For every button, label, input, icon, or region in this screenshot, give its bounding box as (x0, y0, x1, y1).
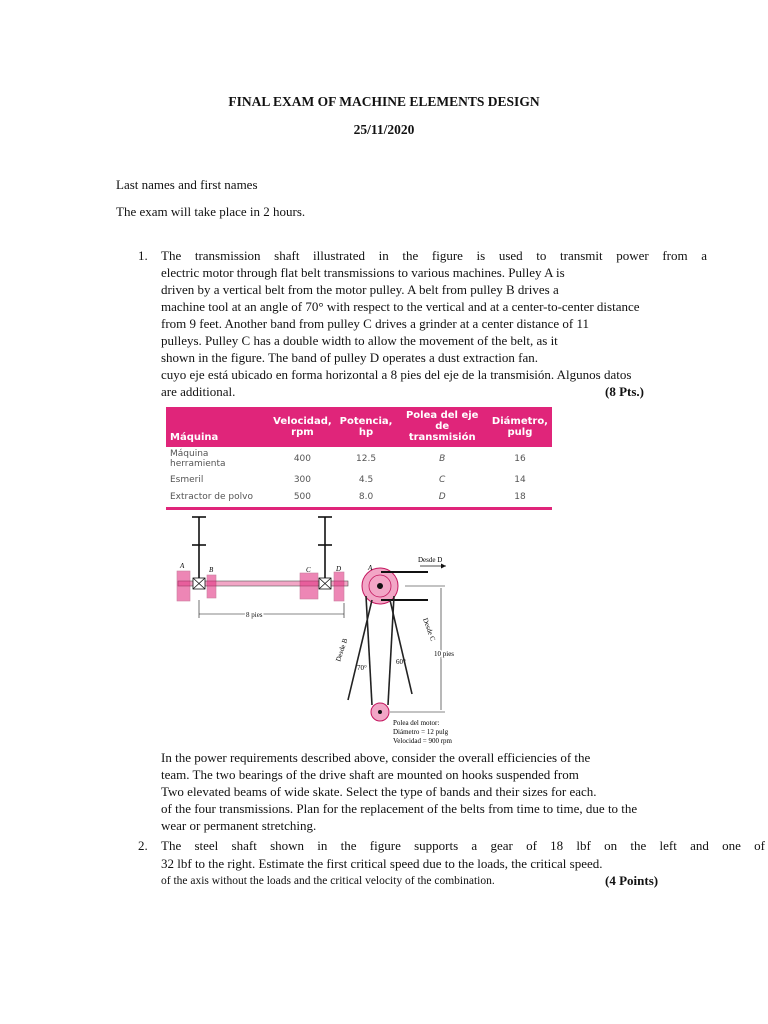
label-8-feet: 8 pies (246, 611, 263, 619)
table-cell: 300 (293, 474, 312, 485)
q1-line: are additional. (161, 384, 236, 399)
table-cell: Extractor de polvo (166, 488, 269, 509)
col-header-maquina: Máquina (170, 432, 219, 443)
exam-title: FINAL EXAM OF MACHINE ELEMENTS DESIGN (228, 94, 540, 109)
label-angle-70: 70° (357, 664, 367, 672)
label-desde-d: Desde D (418, 556, 443, 564)
table-cell: 4.5 (358, 474, 374, 485)
table-cell: 8.0 (336, 488, 397, 509)
col-header-diametro: Diámetro, pulg (491, 415, 548, 438)
table-cell: 500 (269, 488, 336, 509)
q1-line: driven by a vertical belt from the motor pulley. A belt from pulley B drives a (161, 282, 559, 297)
q1-line: shown in the figure. The band of pulley D operates a dust extraction fan. (161, 350, 539, 365)
motor-caption-1: Polea del motor: (393, 719, 440, 727)
dimension-10-feet (390, 586, 445, 712)
q2-line: of the axis without the loads and the critical velocity of the combination. (161, 875, 495, 887)
col-header-polea: Polea del eje de transmisión (405, 410, 479, 443)
table-row (166, 447, 552, 471)
table-row (166, 488, 552, 509)
table-cell: 16 (514, 454, 526, 464)
table-cell: 12.5 (356, 454, 377, 464)
q1-number: 1. (138, 248, 148, 263)
q2-points: (4 Points) (605, 873, 659, 888)
q1-after-line: team. The two bearings of the drive shaft are mounted on hooks suspended from (161, 767, 579, 782)
q1-line: electric motor through flat belt transmissions to various machines. Pulley A is (161, 265, 565, 280)
belts-down (348, 596, 412, 705)
table-cell: C (439, 474, 446, 485)
bearing-left (193, 578, 205, 589)
label-d: D (336, 565, 342, 573)
pulley-a (177, 571, 190, 601)
q1-line: machine tool at an angle of 70° with respect to the vertical and at a center-to-center distance (161, 299, 640, 314)
table-cell: D (396, 488, 487, 509)
table-row (166, 471, 552, 488)
q2-line: 32 lbf to the right. Estimate the first critical speed due to the loads, the critical speed. (161, 856, 603, 871)
q1-after-line: In the power requirements described above, consider the overall efficiencies of the (161, 750, 591, 765)
dimension-8-feet (199, 600, 344, 618)
q2-line: The steel shaft shown in the figure supports a gear of 18 lbf on the left and one of (161, 838, 765, 853)
label-c: C (306, 566, 311, 574)
col-header-potencia: Potencia, hp (339, 415, 393, 438)
table-cell: 14 (514, 474, 526, 485)
table-cell: Esmeril (170, 474, 204, 485)
q2-number: 2. (138, 838, 148, 853)
pulley-c (300, 573, 318, 599)
exam-date: 25/11/2020 (353, 122, 415, 137)
table-cell: 18 (488, 488, 552, 509)
table-header-row (166, 407, 552, 447)
duration-line: The exam will take place in 2 hours. (116, 204, 306, 219)
col-header-velocidad: Velocidad, rpm (273, 415, 332, 438)
motor-caption-2: Diámetro = 12 pulg (393, 728, 449, 736)
machine-data-table (166, 407, 552, 510)
motor-caption-3: Velocidad = 900 rpm (393, 737, 452, 745)
table-cell: B (439, 454, 446, 464)
transmission-shaft-figure (166, 508, 486, 753)
right-hanger (318, 517, 332, 580)
pulley-b (207, 575, 216, 598)
q1-line: cuyo eje está ubicado en forma horizontal a 8 pies del eje de la transmisión. Algunos datos (161, 367, 632, 382)
label-desde-b: Desde B (334, 637, 350, 663)
table-cell: 400 (293, 454, 312, 464)
label-desde-c: Desde C (421, 616, 437, 643)
pulley-d (334, 572, 344, 601)
label-b: B (209, 566, 214, 574)
q1-points: (8 Pts.) (605, 384, 644, 399)
q1-line: The transmission shaft illustrated in the figure is used to transmit power from a (161, 248, 707, 263)
names-line: Last names and first names (116, 177, 258, 192)
q1-line: pulleys. Pulley C has a double width to allow the movement of the belt, as it (161, 333, 558, 348)
left-hanger (192, 517, 206, 580)
q1-line: from 9 feet. Another band from pulley C drives a grinder at a center distance of 11 (161, 316, 590, 331)
label-10-feet: 10 pies (434, 650, 455, 658)
q1-after-line: wear or permanent stretching. (161, 818, 317, 833)
table-cell: Máquina herramienta (170, 449, 226, 469)
label-side-a: A (368, 564, 373, 572)
label-angle-60: 60° (396, 658, 406, 666)
label-a: A (180, 562, 185, 570)
q1-after-line: Two elevated beams of wide skate. Select the type of bands and their sizes for each. (161, 784, 597, 799)
q1-after-line: of the four transmissions. Plan for the replacement of the belts from time to time, due to the (161, 801, 638, 816)
bearing-right (319, 578, 331, 589)
